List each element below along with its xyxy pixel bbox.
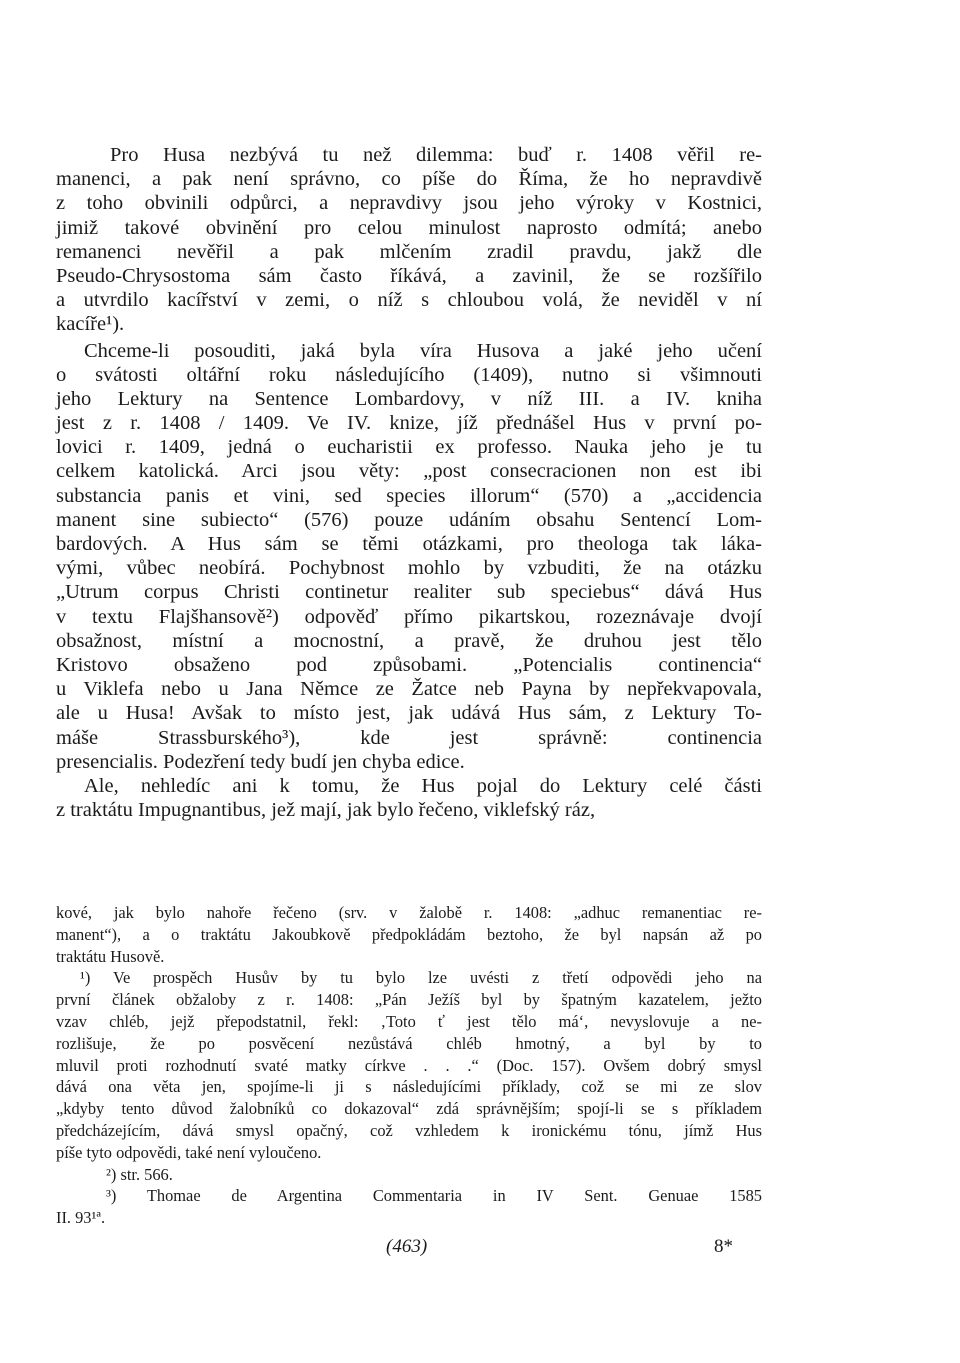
text-line: u Viklefa nebo u Jana Němce ze Žatce neb Payna by nepřekvapovala,: [56, 678, 762, 701]
text-line: jimiž takové obvinění pro celou minulost naprosto odmítá; anebo: [56, 216, 762, 239]
main-text: [56, 143, 762, 822]
footnote-line: mluvil proti rozhodnutí svaté matky církve . . .“ (Doc. 157). Ovšem dobrý smysl: [56, 1055, 762, 1075]
text-line: Ale, nehledíc ani k tomu, že Hus pojal do Lektury celé části: [84, 774, 762, 797]
text-line: remanenci nevěřil a pak mlčením zradil pravdu, jakž dle: [56, 240, 762, 263]
text-line: jest z r. 1408 / 1409. Ve IV. knize, jíž přednášel Hus v první po-: [56, 412, 762, 435]
footnote-line: píše tyto odpovědi, také není vyloučeno.: [56, 1142, 322, 1162]
footnote-line: II. 93¹ª.: [56, 1208, 106, 1228]
text-line: v textu Flajšhansově²) odpověď přímo pikartskou, rozeznávaje dvojí: [56, 605, 762, 628]
text-line: vými, vůbec neobírá. Pochybnost mohlo by vzbuditi, že na otázku: [56, 557, 762, 580]
text-line: máše Strassburského³), kde jest správně: continencia: [56, 726, 762, 749]
text-line: manent sine subiecto“ (576) pouze udáním obsahu Sentencí Lom-: [56, 508, 762, 531]
text-line: Pseudo-Chrysostoma sám často říkává, a zavinil, že se rozšířilo: [56, 264, 762, 287]
footnote-line: traktátu Husově.: [56, 946, 165, 966]
footnote-line: ²) str. 566.: [106, 1164, 173, 1184]
text-line: o svátosti oltářní roku následujícího (1409), nutno si všimnouti: [56, 363, 762, 386]
text-line: jeho Lektury na Sentence Lombardovy, v níž III. a IV. kniha: [56, 387, 762, 410]
text-line: manenci, a pak není správno, co píše do Říma, že ho nepravdivě: [56, 168, 762, 191]
footnote-line: „kdyby tento důvod žalobníků co dokazoval“ zdá správnějším; spojí-li se s příkladem: [56, 1099, 762, 1119]
text-line: „Utrum corpus Christi continetur realiter sub speciebus“ dává Hus: [56, 581, 762, 604]
text-line: lovici r. 1409, jedná o eucharistii ex professo. Nauka jeho je tu: [56, 436, 762, 459]
text-line: kacíře¹).: [56, 313, 125, 336]
text-line: Pro Husa nezbývá tu než dilemma: buď r. 1408 věřil re-: [110, 144, 762, 166]
text-line: bardových. A Hus sám se těmi otázkami, pro theologa tak láka-: [56, 533, 762, 555]
text-line: Chceme-li posouditi, jaká byla víra Husova a jaké jeho učení: [84, 339, 762, 362]
text-line: celkem katolická. Arci jsou věty: „post consecracionen non est ibi: [56, 460, 762, 483]
text-line: ale u Husa! Avšak to místo jest, jak udává Hus sám, z Lektury To-: [56, 702, 762, 725]
footnote-line: předcházejícím, dává smysl opačný, což vzhledem k ironickému tónu, jímž Hus: [56, 1120, 762, 1140]
text-line: a utvrdilo kacířství v zemi, o níž s chloubou volá, že neviděl v ní: [56, 289, 762, 312]
text-line: z traktátu Impugnantibus, jež mají, jak bylo řečeno, viklefský ráz,: [56, 799, 596, 822]
text-line: presencialis. Podezření tedy budí jen chyba edice.: [56, 750, 465, 773]
footnote-line: manent“), a o traktátu Jakoubkově předpokládám beztoho, že byl napsán až po: [56, 924, 762, 944]
footnote-line: první článek obžaloby z r. 1408: „Pán Ježíš byl by špatným kazatelem, ježto: [56, 990, 762, 1010]
footnote-line: ¹) Ve prospěch Husův by tu bylo lze uvésti z třetí odpovědi jeho na: [80, 968, 762, 988]
text-line: Kristovo obsaženo pod způsobami. „Potencialis continencia“: [56, 653, 762, 676]
page-number: (463): [386, 1236, 428, 1257]
printer-signature: 8*: [714, 1236, 733, 1257]
footnote-line: kové, jak bylo nahoře řečeno (srv. v žalobě r. 1408: „adhuc remanentiac re-: [56, 903, 762, 922]
footnote-line: dává ona věta jen, spojíme-li ji s následujícími příklady, což se mi ze slov: [56, 1077, 762, 1097]
footnote-line: vzav chléb, jejž přepodstatnil, řekl: ‚Toto ť jest tělo má‘, nevyslovuje a ne-: [56, 1011, 762, 1031]
footnote-line: ³) Thomae de Argentina Commentaria in IV Sent. Genuae 1585: [106, 1186, 762, 1206]
footnotes: [56, 902, 762, 1229]
text-line: substancia panis et vini, sed species illorum“ (570) a „accidencia: [56, 484, 762, 507]
text-line: z toho obvinili odpůrci, a nepravdivy jsou jeho výroky v Kostnici,: [56, 192, 762, 215]
footnote-line: rozlišuje, že po posvěcení nezůstává chléb hmotný, a byl by to: [56, 1033, 762, 1053]
text-line: obsažnost, místní a mocnostní, a pravě, že druhou jest tělo: [56, 629, 762, 652]
